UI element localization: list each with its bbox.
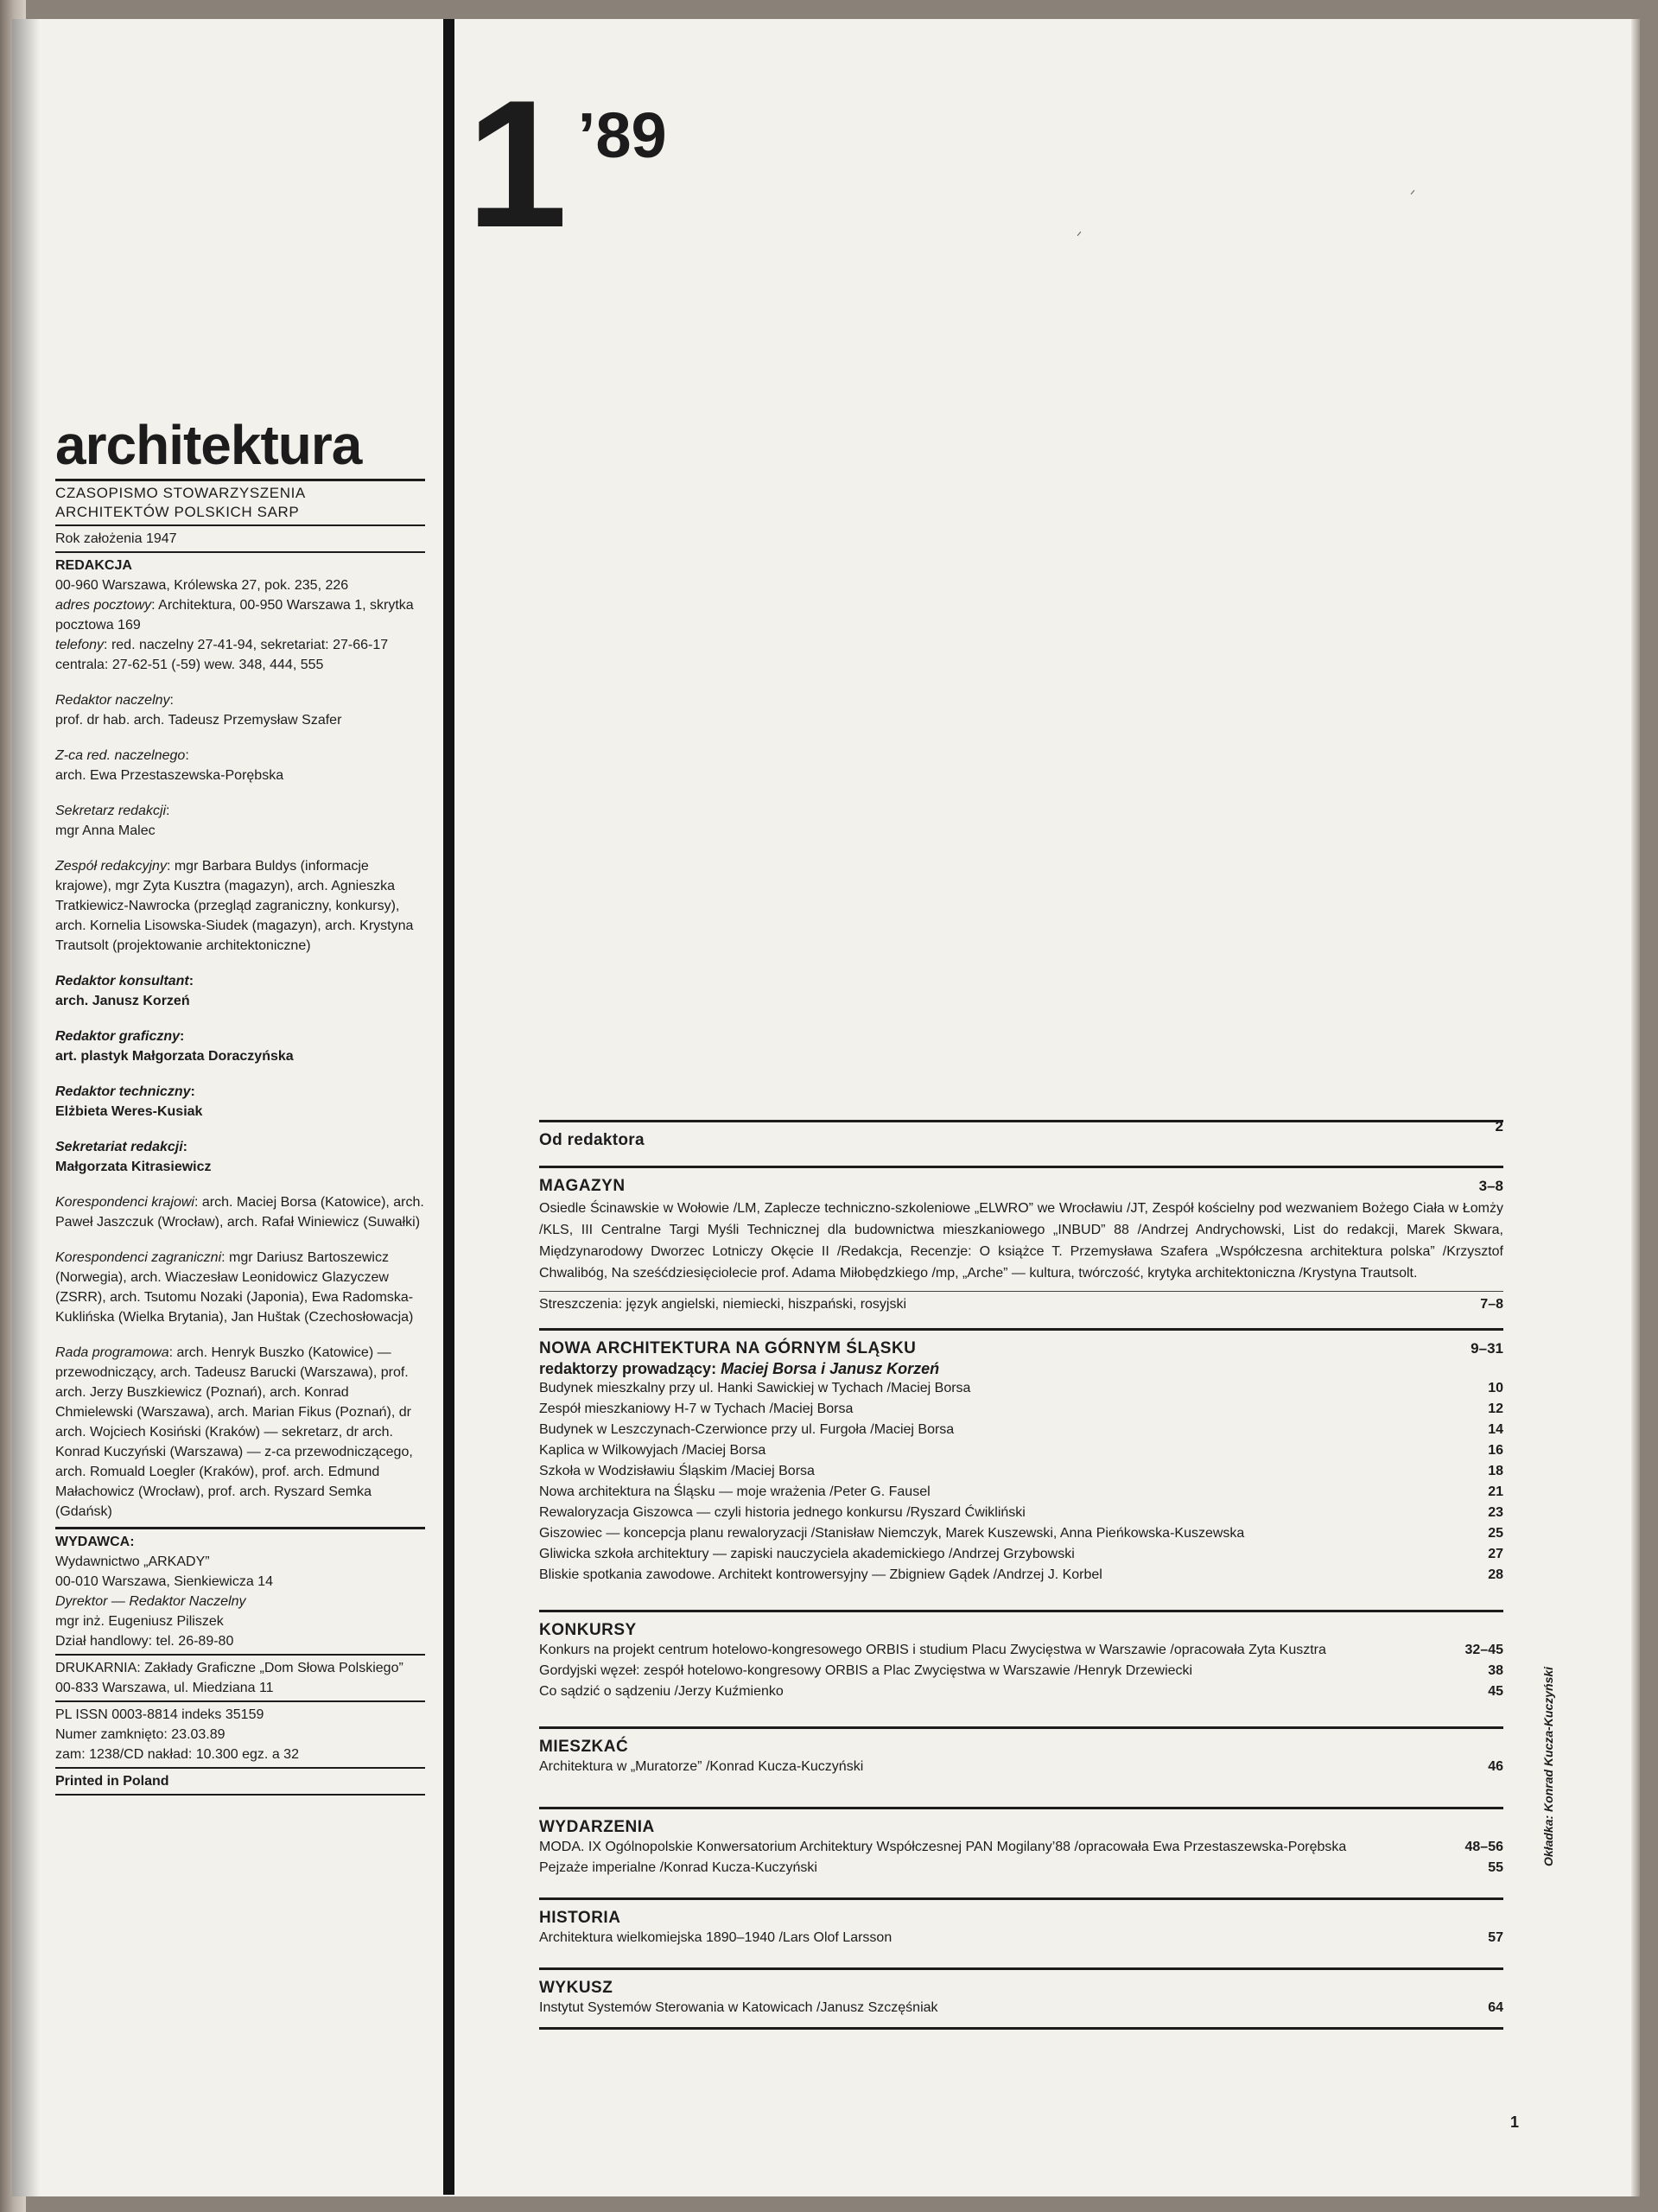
redakcja-phone-row (55, 635, 425, 655)
toc-item (539, 1523, 1503, 1544)
toc-item (539, 1482, 1503, 1503)
publisher-sales: Dział handlowy: tel. 26-89-80 (55, 1634, 234, 1649)
staff-names: arch. Janusz Korzeń (55, 994, 190, 1008)
toc-section-title: MAGAZYN (539, 1177, 626, 1195)
toc-section-historia (539, 1897, 1503, 1948)
toc-section-title: NOWA ARCHITEKTURA NA GÓRNYM ŚLĄSKU (539, 1339, 917, 1357)
publisher-address: 00-010 Warszawa, Sienkiewicza 14 (55, 1574, 273, 1589)
staff-entry: Sekretarz redakcji: mgr Anna Malec (55, 804, 170, 838)
toc-section-title: WYDARZENIA (539, 1818, 655, 1836)
toc-section-magazyn (539, 1166, 1503, 1313)
toc-section-title: Od redaktora (539, 1131, 645, 1149)
toc-page-number: 46 (1488, 1759, 1503, 1774)
toc-page-number: 7–8 (1480, 1297, 1503, 1312)
staff-entry: Korespondenci zagraniczni: mgr Dariusz Bartoszewicz (Norwegia), arch. Wiaczesław Leonidowicz Glazyczew (ZSRR), arch. Tsutomu Nozaki (Japonia), Ewa Radomska-Kuklińska (Wielka Brytania), Jan Huštak (Czechosłowacja) (55, 1250, 414, 1325)
staff-entry: Rada programowa: arch. Henryk Buszko (Katowice) — przewodniczący, arch. Tadeusz Barucki (Warszawa), prof. arch. Jerzy Buszkiewicz (Poznań), arch. Konrad Chmielewski (Warszawa), arch. Marian Fikus (Poznań), dr arch. Wojciech Kosiński (Kraków) — sekretarz, dr arch. Konrad Kuczyński (Warszawa) — z-ca przewodniczącego, arch. Romuald Loegler (Kraków), prof. arch. Edmund Małachowicz (Wrocław), prof. arch. Ryszard Semka (Gdańsk) (55, 1345, 413, 1519)
staff-role: Sekretariat redakcji (55, 1140, 183, 1154)
toc-item (539, 1503, 1503, 1523)
toc-item (539, 1640, 1503, 1661)
toc-item (539, 1858, 1503, 1878)
toc-item-text: Gordyjski węzeł: zespół hotelowo-kongresowy ORBIS a Plac Zwycięstwa w Warszawie /Henryk Drzewiecki (539, 1663, 1193, 1678)
divider (55, 1700, 425, 1702)
toc-item-text: Budynek w Leszczynach-Czerwionce przy ul. Furgoła /Maciej Borsa (539, 1422, 955, 1437)
staff-names: arch. Ewa Przestaszewska-Porębska (55, 768, 284, 783)
staff-role: Redaktor naczelny (55, 693, 170, 708)
divider (55, 1527, 425, 1529)
toc-item (539, 1440, 1503, 1461)
toc-item (539, 1544, 1503, 1565)
staff-role: Rada programowa (55, 1345, 169, 1360)
cover-credit: Okładka: Konrad Kucza-Kuczyński (1541, 1666, 1555, 1866)
toc-section-title: WYKUSZ (539, 1979, 613, 1997)
founded-year: Rok założenia 1947 (55, 531, 177, 546)
toc-page-number: 16 (1488, 1443, 1503, 1458)
issue-year: ’89 (577, 99, 667, 171)
toc-section-title: MIESZKAĆ (539, 1738, 629, 1756)
toc-lead-label: redaktorzy prowadzący: (539, 1360, 717, 1377)
publisher-heading: WYDAWCA: (55, 1535, 135, 1549)
toc-item (539, 1837, 1503, 1858)
toc-item-text: Co sądzić o sądzeniu /Jerzy Kuźmienko (539, 1684, 784, 1699)
divider (55, 524, 425, 526)
toc-section-lead (539, 1360, 1503, 1378)
toc-item-list (539, 1378, 1503, 1586)
toc-page-number: 9–31 (1471, 1340, 1503, 1357)
issn-line: PL ISSN 0003-8814 indeks 35159 (55, 1707, 264, 1722)
staff-names: arch. Maciej Borsa (Katowice), arch. Paweł Jaszczuk (Wrocław), arch. Rafał Winiewicz (Suwałki) (55, 1195, 424, 1230)
toc-item-text: Konkurs na projekt centrum hotelowo-kongresowego ORBIS i studium Placu Zwycięstwa w Warszawie /opracowała Zyta Kusztra (539, 1643, 1326, 1657)
staff-entry: Redaktor naczelny: prof. dr hab. arch. Tadeusz Przemysław Szafer (55, 693, 342, 728)
toc-page-number: 28 (1488, 1567, 1503, 1582)
staff-role: Korespondenci zagraniczni (55, 1250, 222, 1265)
staff-role: Sekretarz redakcji (55, 804, 167, 818)
toc-section-wydarzenia (539, 1807, 1503, 1878)
toc-section-mieszkac (539, 1726, 1503, 1777)
toc-item-text: MODA. IX Ogólnopolskie Konwersatorium Architektury Współczesnej PAN Mogilany’88 /opracowała Ewa Przestaszewska-Porębska (539, 1840, 1347, 1854)
toc-page-number: 14 (1488, 1422, 1503, 1437)
staff-names: mgr Barbara Buldys (informacje krajowe), mgr Zyta Kusztra (magazyn), arch. Agnieszka Tratkiewicz-Nawrocka (przegląd zagraniczny, konkursy), arch. Kornelia Lisowska-Siudek (magazyn), arch. Krystyna Trautsolt (projektowanie architektoniczne) (55, 859, 414, 953)
staff-entry: Zespół redakcyjny: mgr Barbara Buldys (informacje krajowe), mgr Zyta Kusztra (magazyn), arch. Agnieszka Tratkiewicz-Nawrocka (przegląd zagraniczny, konkursy), arch. Kornelia Lisowska-Siudek (magazyn), arch. Krystyna Trautsolt (projektowanie architektoniczne) (55, 859, 414, 953)
divider (539, 2027, 1503, 2030)
toc-item (539, 1661, 1503, 1681)
publisher-director: Dyrektor — Redaktor Naczelny (55, 1594, 246, 1609)
toc-item-text: Zespół mieszkaniowy H-7 w Tychach /Maciej Borsa (539, 1402, 854, 1416)
toc-item-text: Giszowiec — koncepcja planu rewaloryzacji /Stanisław Niemczyk, Marek Kuszewski, Anna Pieńkowska-Kuszewska (539, 1526, 1245, 1541)
toc-page-number: 45 (1488, 1684, 1503, 1699)
toc-item-text: Gliwicka szkoła architektury — zapiski nauczyciela akademickiego /Andrzej Grzybowski (539, 1547, 1075, 1561)
issue-number (467, 62, 667, 265)
toc-lead-names: Maciej Borsa i Janusz Korzeń (721, 1360, 940, 1377)
toc-item (539, 1378, 1503, 1399)
publisher-block (55, 1532, 425, 1651)
toc-page-number: 18 (1488, 1464, 1503, 1478)
toc-page-number: 38 (1488, 1663, 1503, 1678)
masthead-title: architektura (55, 414, 362, 476)
toc-item-text: Budynek mieszkalny przy ul. Hanki Sawickiej w Tychach /Maciej Borsa (539, 1381, 971, 1395)
publisher-director-name: mgr inż. Eugeniusz Piliszek (55, 1614, 224, 1629)
phone-numbers: : red. naczelny 27-41-94, sekretariat: 27-66-17 (104, 638, 389, 652)
toc-item (539, 1461, 1503, 1482)
staff-names: Elżbieta Weres-Kusiak (55, 1104, 203, 1119)
printed-in: Printed in Poland (55, 1774, 169, 1789)
staff-role: Redaktor techniczny (55, 1084, 191, 1099)
toc-page-number: 21 (1488, 1484, 1503, 1499)
toc-item (539, 1998, 1503, 2018)
staff-names: mgr Dariusz Bartoszewicz (Norwegia), arch. Wiaczesław Leonidowicz Glazyczew (ZSRR), arch. Tsutomu Nozaki (Japonia), Ewa Radomska-Kuklińska (Wielka Brytania), Jan Huštak (Czechosłowacja) (55, 1250, 414, 1325)
staff-entry: Sekretariat redakcji: Małgorzata Kitrasiewicz (55, 1140, 212, 1174)
toc-item (539, 1565, 1503, 1586)
redakcja-block (55, 556, 425, 675)
staff-entry: Redaktor techniczny: Elżbieta Weres-Kusiak (55, 1084, 203, 1119)
staff-role: Redaktor konsultant (55, 974, 189, 988)
staff-names: Małgorzata Kitrasiewicz (55, 1160, 212, 1174)
page-edge (1631, 19, 1640, 2196)
toc-section-editorial (539, 1120, 1503, 1150)
toc-item (539, 1399, 1503, 1420)
toc-page-number: 27 (1488, 1547, 1503, 1561)
toc-item-text: Instytut Systemów Sterowania w Katowicach /Janusz Szczęśniak (539, 2000, 938, 2015)
postal-label: adres pocztowy (55, 598, 152, 613)
postal-address: : Architektura, 00-950 Warszawa 1, skrytka pocztowa 169 (55, 598, 414, 632)
toc-section-wykusz (539, 1967, 1503, 2030)
toc-item-text: Architektura w „Muratorze” /Konrad Kucza-Kuczyński (539, 1759, 864, 1774)
toc-page-number: 64 (1488, 2000, 1503, 2015)
publisher-name: Wydawnictwo „ARKADY” (55, 1554, 210, 1569)
staff-names: arch. Henryk Buszko (Katowice) — przewodniczący, arch. Tadeusz Barucki (Warszawa), prof. arch. Jerzy Buszkiewicz (Poznań), arch. Konrad Chmielewski (Warszawa), arch. Marian Fikus (Poznań), dr arch. Wojciech Kosiński (Kraków) — sekretarz, dr arch. Konrad Kuczyński (Warszawa) — z-ca przewodniczącego, arch. Romuald Loegler (Kraków), prof. arch. Edmund Małachowicz (Wrocław), prof. arch. Ryszard Semka (Gdańsk) (55, 1345, 413, 1519)
masthead-subtitle-2: ARCHITEKTÓW POLSKICH SARP (55, 504, 300, 520)
toc-section-konkursy (539, 1610, 1503, 1702)
divider (55, 551, 425, 553)
staff-role: Redaktor graficzny (55, 1029, 181, 1044)
toc-item-text: Pejzaże imperialne /Konrad Kucza-Kuczyński (539, 1860, 817, 1875)
divider (55, 1794, 425, 1796)
toc-page-number: 57 (1488, 1930, 1503, 1945)
staff-names: prof. dr hab. arch. Tadeusz Przemysław Szafer (55, 713, 342, 728)
table-of-contents (539, 1120, 1503, 2032)
toc-page-number: 3–8 (1478, 1178, 1503, 1194)
divider (55, 1767, 425, 1769)
redakcja-heading: REDAKCJA (55, 558, 132, 573)
staff-entry: Redaktor konsultant: arch. Janusz Korzeń (55, 974, 194, 1008)
divider (55, 479, 425, 481)
print-order: zam: 1238/CD nakład: 10.300 egz. a 32 (55, 1747, 299, 1762)
toc-item (539, 1928, 1503, 1948)
vertical-black-rule (443, 19, 454, 2195)
masthead-subtitle-1: CZASOPISMO STOWARZYSZENIA (55, 485, 306, 501)
toc-item-text: Architektura wielkomiejska 1890–1940 /Lars Olof Larsson (539, 1930, 893, 1945)
staff-entry: Korespondenci krajowi: arch. Maciej Borsa (Katowice), arch. Paweł Jaszczuk (Wrocław), arch. Rafał Winiewicz (Suwałki) (55, 1195, 424, 1230)
redakcja-postal-row (55, 595, 425, 635)
page-folio: 1 (1510, 2113, 1520, 2131)
closing-date: Numer zamknięto: 23.03.89 (55, 1727, 226, 1742)
spine-shadow (12, 19, 40, 2196)
toc-page-number: 2 (1495, 1118, 1503, 1135)
toc-abstracts-text: Streszczenia: język angielski, niemiecki, hiszpański, rosyjski (539, 1297, 907, 1312)
toc-item-text: Rewaloryzacja Giszowca — czyli historia jednego konkursu /Ryszard Ćwikliński (539, 1505, 1026, 1520)
toc-item-text: Szkoła w Wodzisławiu Śląskim /Maciej Borsa (539, 1464, 815, 1478)
toc-page-number: 25 (1488, 1526, 1503, 1541)
toc-item (539, 1420, 1503, 1440)
staff-role: Korespondenci krajowi (55, 1195, 194, 1210)
toc-page-number: 12 (1488, 1402, 1503, 1416)
divider (55, 1654, 425, 1656)
toc-page-number: 10 (1488, 1381, 1503, 1395)
toc-page-number: 32–45 (1464, 1643, 1503, 1657)
staff-entry: Z-ca red. naczelnego: arch. Ewa Przestaszewska-Porębska (55, 748, 284, 783)
staff-role: Zespół redakcyjny (55, 859, 167, 874)
toc-section-title: HISTORIA (539, 1909, 621, 1927)
printer-text: DRUKARNIA: Zakłady Graficzne „Dom Słowa Polskiego” 00-833 Warszawa, ul. Miedziana 11 (55, 1661, 403, 1695)
toc-section-title: KONKURSY (539, 1621, 637, 1639)
toc-item (539, 1757, 1503, 1777)
toc-page-number: 23 (1488, 1505, 1503, 1520)
toc-item-text: Bliskie spotkania zawodowe. Architekt kontrowersyjny — Zbigniew Gądek /Andrzej J. Korbel (539, 1567, 1102, 1582)
toc-page-number: 48–56 (1464, 1840, 1503, 1854)
redakcja-address: 00-960 Warszawa, Królewska 27, pok. 235, 226 (55, 578, 349, 593)
toc-item-text: Nowa architektura na Śląsku — moje wrażenia /Peter G. Fausel (539, 1484, 931, 1499)
staff-names: mgr Anna Malec (55, 823, 156, 838)
toc-item-text: Kaplica w Wilkowyjach /Maciej Borsa (539, 1443, 766, 1458)
exchange-numbers: centrala: 27-62-51 (-59) wew. 348, 444, 555 (55, 658, 324, 672)
staff-entry: Redaktor graficzny: art. plastyk Małgorzata Doraczyńska (55, 1029, 294, 1064)
staff-names: art. plastyk Małgorzata Doraczyńska (55, 1049, 294, 1064)
toc-paragraph: Osiedle Ścinawskie w Wołowie /LM, Zaplecze techniczno-szkoleniowe „ELWRO” we Wrocławiu /JT, Zespół kościelny pod wezwaniem Bożego Ciała w Łomży /KLS, III Centralne Targi Myśli Technicznej dla budownictwa mieszkaniowego „INBUD” 88 /Andrzej Andrychowski, List do redakcji, Marek Skwara, Międzynarodowy Dworzec Lotniczy Okęcie II /Redakcja, Recenzje: O książce T. Przemysława Szafera „Współczesna architektura polska” /Krzysztof Chwalibóg, Na sześćdziesięciolecie prof. Adama Miłobędzkiego /mp, „Arche” — kultura, twórczość, krytyka architektoniczna /Krystyna Trautsolt. (539, 1201, 1503, 1281)
toc-page-number: 55 (1488, 1860, 1503, 1875)
toc-section-slask (539, 1328, 1503, 1586)
toc-item (539, 1681, 1503, 1702)
colophon (55, 415, 425, 1798)
issue-number-digit: 1 (467, 62, 562, 265)
toc-abstracts-row (539, 1291, 1503, 1313)
staff-role: Z-ca red. naczelnego (55, 748, 186, 763)
phone-label: telefony (55, 638, 105, 652)
